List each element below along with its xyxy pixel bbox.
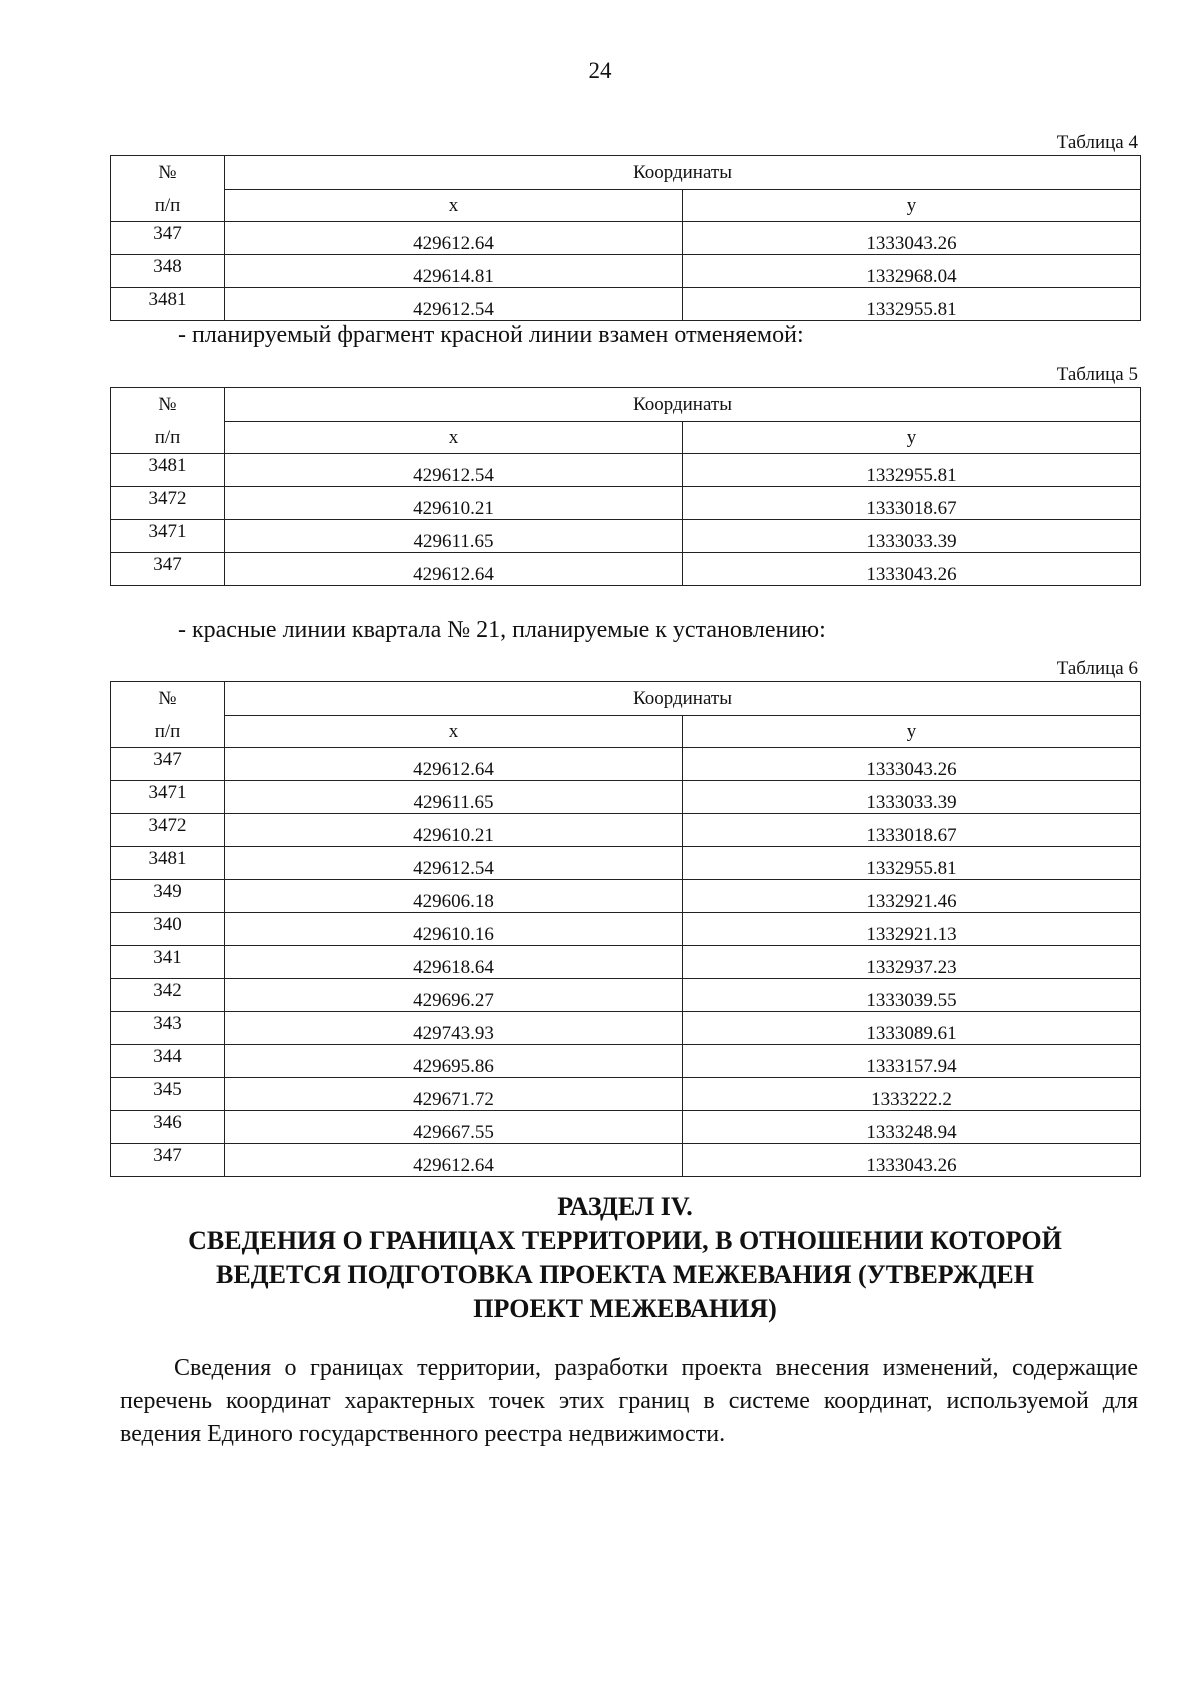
intro-table-5: - планируемый фрагмент красной линии взамен отменяемой:: [178, 322, 804, 348]
y-coordinate-cell: 1333043.26: [683, 748, 1141, 781]
x-coordinate-cell: 429610.21: [225, 487, 683, 520]
table-row: [111, 979, 1141, 1012]
section-paragraph-text: Сведения о границах территории, разработки проекта внесения изменений, содержащие перечень координат характерных точек этих границ в системе координат, используемой для ведения Единого государственного реестра недвижимости.: [120, 1355, 1138, 1447]
x-coordinate-cell: 429606.18: [225, 880, 683, 913]
point-number-cell: 3472: [111, 487, 225, 520]
header-num-sign: №: [111, 388, 225, 422]
table-row: [111, 1078, 1141, 1111]
x-coordinate-cell: 429671.72: [225, 1078, 683, 1111]
x-coordinate-cell: 429695.86: [225, 1045, 683, 1078]
x-coordinate-cell: 429743.93: [225, 1012, 683, 1045]
table-row: [111, 288, 1141, 321]
point-number-cell: 348: [111, 255, 225, 288]
header-num-sign: №: [111, 682, 225, 716]
table-row: [111, 255, 1141, 288]
section-title-line: ВЕДЕТСЯ ПОДГОТОВКА ПРОЕКТА МЕЖЕВАНИЯ (УТВЕРЖДЕН: [216, 1260, 1034, 1289]
x-coordinate-cell: 429611.65: [225, 520, 683, 553]
section-title: [110, 1190, 1140, 1326]
x-coordinate-cell: 429612.54: [225, 288, 683, 321]
point-number-cell: 347: [111, 748, 225, 781]
table-row: [111, 1144, 1141, 1177]
y-coordinate-cell: 1333089.61: [683, 1012, 1141, 1045]
table-row: [111, 1111, 1141, 1144]
header-coordinates: Координаты: [225, 388, 1141, 422]
y-coordinate-cell: 1332955.81: [683, 288, 1141, 321]
y-coordinate-cell: 1333018.67: [683, 487, 1141, 520]
point-number-cell: 343: [111, 1012, 225, 1045]
y-coordinate-cell: 1333043.26: [683, 1144, 1141, 1177]
y-coordinate-cell: 1332921.13: [683, 913, 1141, 946]
header-coordinates: Координаты: [225, 156, 1141, 190]
point-number-cell: 346: [111, 1111, 225, 1144]
section-title-line: ПРОЕКТ МЕЖЕВАНИЯ): [473, 1294, 777, 1323]
table-row: [111, 781, 1141, 814]
table-row: [111, 946, 1141, 979]
y-coordinate-cell: 1333033.39: [683, 520, 1141, 553]
y-coordinate-cell: 1333248.94: [683, 1111, 1141, 1144]
point-number-cell: 347: [111, 1144, 225, 1177]
header-x: x: [225, 716, 683, 748]
y-coordinate-cell: 1333043.26: [683, 222, 1141, 255]
table-row: [111, 880, 1141, 913]
y-coordinate-cell: 1332955.81: [683, 847, 1141, 880]
table-row: [111, 1045, 1141, 1078]
header-num-sub: п/п: [111, 422, 225, 454]
y-coordinate-cell: 1332955.81: [683, 454, 1141, 487]
table-row: [111, 520, 1141, 553]
y-coordinate-cell: 1333018.67: [683, 814, 1141, 847]
point-number-cell: 349: [111, 880, 225, 913]
point-number-cell: 341: [111, 946, 225, 979]
x-coordinate-cell: 429667.55: [225, 1111, 683, 1144]
table-row: [111, 847, 1141, 880]
x-coordinate-cell: 429612.64: [225, 222, 683, 255]
table-4-caption: Таблица 4: [1056, 132, 1138, 153]
point-number-cell: 345: [111, 1078, 225, 1111]
header-x: x: [225, 422, 683, 454]
point-number-cell: 342: [111, 979, 225, 1012]
y-coordinate-cell: 1333033.39: [683, 781, 1141, 814]
page-number: 24: [588, 58, 612, 83]
header-y: y: [683, 422, 1141, 454]
table-6-caption: Таблица 6: [1056, 658, 1138, 679]
table-row: [111, 222, 1141, 255]
table-row: [111, 913, 1141, 946]
intro-table-6: - красные линии квартала № 21, планируемые к установлению:: [178, 617, 826, 643]
header-y: y: [683, 716, 1141, 748]
y-coordinate-cell: 1332968.04: [683, 255, 1141, 288]
point-number-cell: 344: [111, 1045, 225, 1078]
table-row: [111, 487, 1141, 520]
coordinates-table-5: [110, 387, 1141, 586]
point-number-cell: 3481: [111, 454, 225, 487]
point-number-cell: 3481: [111, 288, 225, 321]
point-number-cell: 3472: [111, 814, 225, 847]
x-coordinate-cell: 429612.54: [225, 454, 683, 487]
x-coordinate-cell: 429614.81: [225, 255, 683, 288]
table-5-caption: Таблица 5: [1056, 364, 1138, 385]
x-coordinate-cell: 429610.16: [225, 913, 683, 946]
point-number-cell: 347: [111, 553, 225, 586]
y-coordinate-cell: 1332937.23: [683, 946, 1141, 979]
table-row: [111, 1012, 1141, 1045]
header-num-sub: п/п: [111, 716, 225, 748]
x-coordinate-cell: 429612.64: [225, 748, 683, 781]
table-row: [111, 553, 1141, 586]
coordinates-table-4: [110, 155, 1141, 321]
point-number-cell: 3481: [111, 847, 225, 880]
point-number-cell: 347: [111, 222, 225, 255]
coordinates-table-6: [110, 681, 1141, 1177]
x-coordinate-cell: 429612.64: [225, 1144, 683, 1177]
header-coordinates: Координаты: [225, 682, 1141, 716]
x-coordinate-cell: 429610.21: [225, 814, 683, 847]
y-coordinate-cell: 1333043.26: [683, 553, 1141, 586]
x-coordinate-cell: 429611.65: [225, 781, 683, 814]
section-title-line: РАЗДЕЛ IV.: [557, 1192, 693, 1221]
header-num-sign: №: [111, 156, 225, 190]
y-coordinate-cell: 1333039.55: [683, 979, 1141, 1012]
x-coordinate-cell: 429612.54: [225, 847, 683, 880]
y-coordinate-cell: 1332921.46: [683, 880, 1141, 913]
point-number-cell: 340: [111, 913, 225, 946]
x-coordinate-cell: 429696.27: [225, 979, 683, 1012]
table-row: [111, 748, 1141, 781]
point-number-cell: 3471: [111, 781, 225, 814]
x-coordinate-cell: 429618.64: [225, 946, 683, 979]
section-title-line: СВЕДЕНИЯ О ГРАНИЦАХ ТЕРРИТОРИИ, В ОТНОШЕНИИ КОТОРОЙ: [188, 1226, 1062, 1255]
table-row: [111, 814, 1141, 847]
y-coordinate-cell: 1333157.94: [683, 1045, 1141, 1078]
table-row: [111, 454, 1141, 487]
x-coordinate-cell: 429612.64: [225, 553, 683, 586]
point-number-cell: 3471: [111, 520, 225, 553]
header-y: y: [683, 190, 1141, 222]
header-num-sub: п/п: [111, 190, 225, 222]
y-coordinate-cell: 1333222.2: [683, 1078, 1141, 1111]
section-paragraph: [120, 1352, 1138, 1451]
header-x: x: [225, 190, 683, 222]
